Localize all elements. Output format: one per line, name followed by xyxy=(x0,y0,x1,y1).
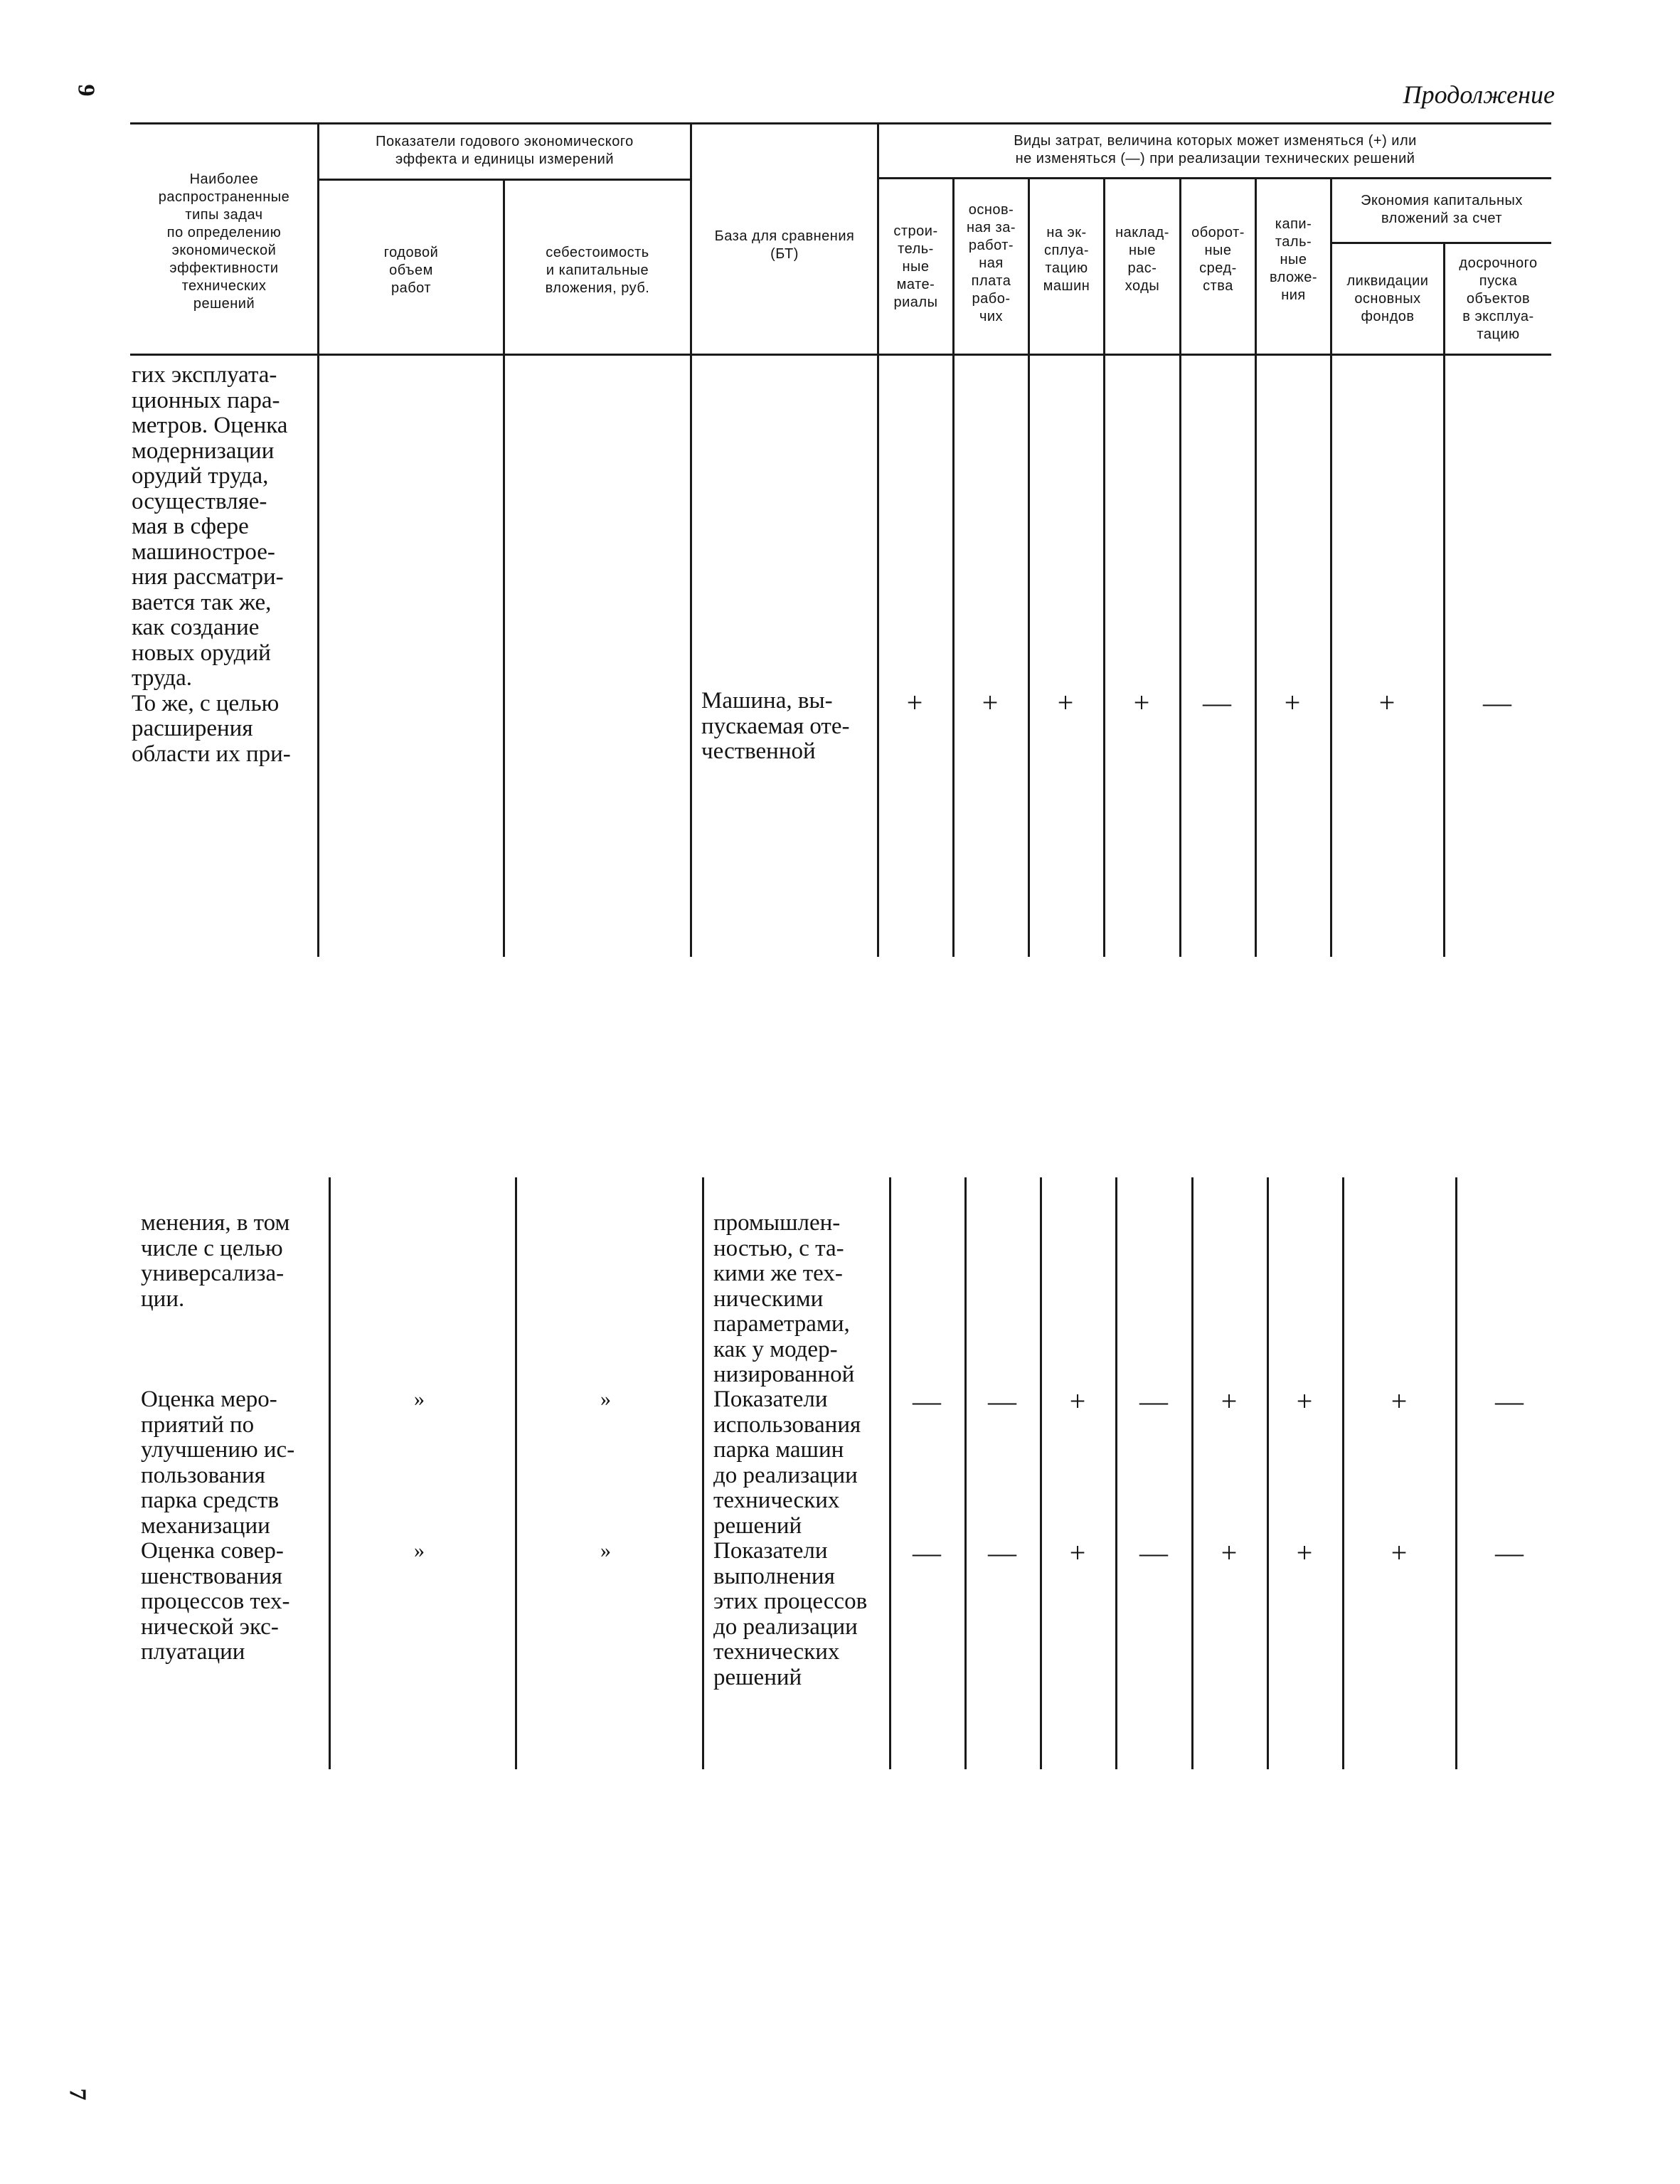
top-mark-overhead: + xyxy=(1133,687,1150,719)
top-mark-wages: + xyxy=(982,687,999,719)
row1-mark-early: — xyxy=(1495,1385,1524,1417)
top-mark-early: — xyxy=(1483,687,1511,719)
bottom-vline-6 xyxy=(1040,1177,1042,1769)
header-capital-investment: капи- таль- ные вложе- ния xyxy=(1269,216,1318,303)
row1-mark-working: + xyxy=(1221,1385,1238,1417)
row1-mark-wages: — xyxy=(988,1385,1016,1417)
row1-mark-materials: — xyxy=(913,1385,941,1417)
top-mark-operation: + xyxy=(1057,687,1074,719)
row2-mark-working: + xyxy=(1221,1537,1238,1569)
bottom-continued-base: промышлен- ностью, с та- кими же тех- ническими параметрами, как у модер- низированной xyxy=(713,1210,855,1387)
header-building-materials: строи- тель- ные мате- риалы xyxy=(893,223,938,310)
page-number-top: 9 xyxy=(73,84,100,97)
header-annual-volume: годовой объем работ xyxy=(383,244,439,296)
header-basic-wages: основ- ная за- работ- ная плата рабо- чих xyxy=(966,201,1016,324)
header-comparison-base: База для сравнения (БТ) xyxy=(714,228,855,262)
header-task-types: Наиболее распространенные типы задач по определению экономической эффективности технических решений xyxy=(158,171,290,312)
header-machine-operation: на эк- сплуа- тацию машин xyxy=(1043,225,1090,294)
row2-cost-ditto: » xyxy=(600,1539,611,1562)
header-costs-group: Виды затрат, величина которых может изменяться (+) или не изменяться (—) при реализации технических решений xyxy=(1014,133,1417,166)
header-working-capital: оборот- ные сред- ства xyxy=(1191,225,1245,294)
savings-group-rule xyxy=(1330,242,1551,244)
top-base-text: Машина, вы- пускаемая оте- чественной xyxy=(701,688,850,764)
bottom-vline-11 xyxy=(1455,1177,1457,1769)
row1-mark-capital: + xyxy=(1296,1385,1313,1417)
header-bottom-rule xyxy=(130,354,1551,356)
top-vline-11 xyxy=(1443,242,1445,957)
header-liquidation: ликвидации основных фондов xyxy=(1346,272,1429,324)
bottom-vline-5 xyxy=(964,1177,967,1769)
row2-mark-materials: — xyxy=(913,1537,941,1569)
row1-task: Оценка меро- приятий по улучшению ис- пользования парка средств механизации xyxy=(141,1387,295,1539)
row1-base: Показатели использования парка машин до реализации технических решений xyxy=(713,1387,861,1539)
top-mark-capital: + xyxy=(1284,687,1301,719)
row2-mark-overhead: — xyxy=(1139,1537,1168,1569)
header-cost-and-capital: себестоимость и капитальные вложения, руб. xyxy=(545,244,650,296)
bottom-vline-10 xyxy=(1342,1177,1344,1769)
row2-mark-liquidation: + xyxy=(1391,1537,1408,1569)
row1-cost-ditto: » xyxy=(600,1387,611,1411)
header-savings-group: Экономия капитальных вложений за счет xyxy=(1361,193,1523,226)
bottom-vline-2 xyxy=(515,1177,517,1769)
bottom-vline-8 xyxy=(1191,1177,1193,1769)
row2-mark-wages: — xyxy=(988,1537,1016,1569)
bottom-vline-3 xyxy=(702,1177,704,1769)
row2-task: Оценка совер- шенствования процессов тех- нической экс- плуатации xyxy=(141,1538,290,1665)
row2-mark-early: — xyxy=(1495,1537,1524,1569)
table-top-rule xyxy=(130,122,1551,124)
row1-mark-liquidation: + xyxy=(1391,1385,1408,1417)
bottom-vline-7 xyxy=(1115,1177,1117,1769)
bottom-vline-9 xyxy=(1267,1177,1269,1769)
top-mark-liquidation: + xyxy=(1378,687,1395,719)
row2-mark-capital: + xyxy=(1296,1537,1313,1569)
row2-base: Показатели выполнения этих процессов до реализации технических решений xyxy=(713,1538,868,1690)
bottom-vline-1 xyxy=(329,1177,331,1769)
top-mark-materials: + xyxy=(906,687,923,719)
row1-mark-operation: + xyxy=(1069,1385,1086,1417)
page-number-bottom: 7 xyxy=(64,2088,91,2101)
top-mark-working: — xyxy=(1203,687,1231,719)
header-effect-group: Показатели годового экономического эффекта и единицы измерений xyxy=(376,134,634,167)
row1-volume-ditto: » xyxy=(414,1387,425,1411)
header-overhead: наклад- ные рас- ходы xyxy=(1115,225,1169,294)
row2-volume-ditto: » xyxy=(414,1539,425,1562)
top-task-text: гих эксплуата- ционных пара- метров. Оценка модернизации орудий труда, осуществляе- мая в сфере машинострое- ния рассматри- вается так же, как создание новых орудий труда. То же, с целью расширения области их при- xyxy=(132,362,291,767)
header-early-start: досрочного пуска объектов в эксплуа- тацию xyxy=(1459,255,1538,342)
row2-mark-operation: + xyxy=(1069,1537,1086,1569)
bottom-continued-task: менения, в том числе с целью универсализа- ции. xyxy=(141,1210,290,1312)
row1-mark-overhead: — xyxy=(1139,1385,1168,1417)
continuation-label: Продолжение xyxy=(1403,80,1555,109)
bottom-vline-4 xyxy=(889,1177,891,1769)
